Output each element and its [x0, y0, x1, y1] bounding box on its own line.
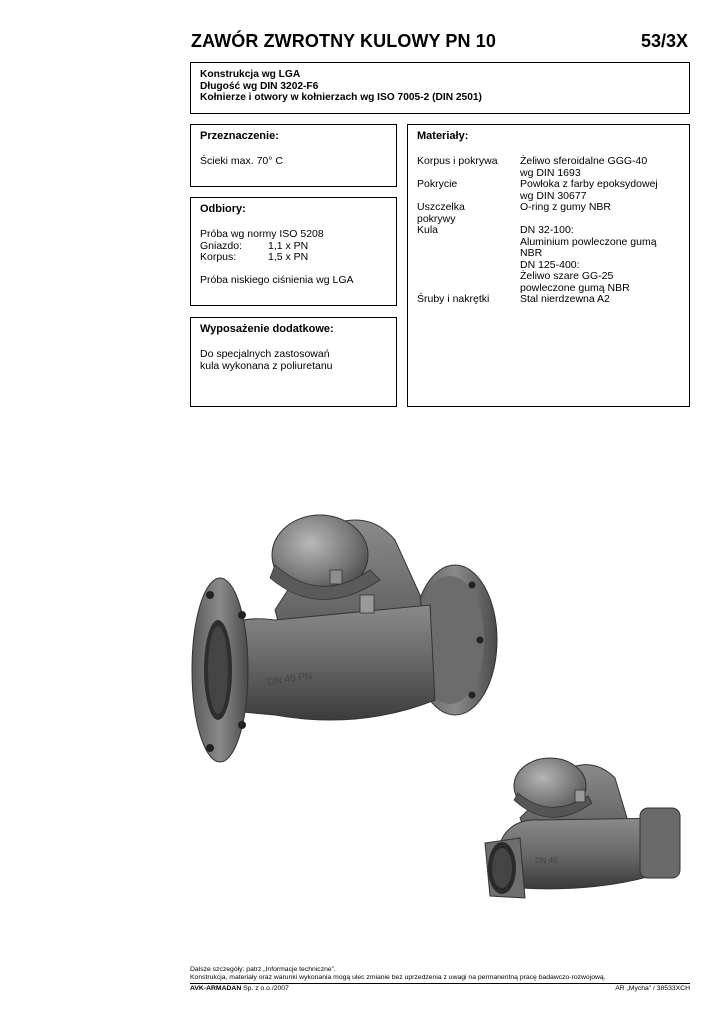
material-value: Aluminium powleczone gumą NBR [520, 235, 657, 259]
threaded-valve-image [480, 748, 695, 908]
spec-line: Konstrukcja wg LGA [200, 69, 301, 80]
flanged-valve-image [180, 500, 510, 800]
specification-box [190, 62, 690, 114]
material-value: powleczone gumą NBR [520, 281, 630, 294]
accessories-line: kula wykonana z poliuretanu [200, 359, 333, 372]
spec-line: Długość wg DIN 3202-F6 [200, 80, 319, 92]
materials-title: Materiały: [417, 130, 469, 142]
body-label: Korpus: [200, 251, 237, 263]
body-marking: DN 40 [535, 856, 558, 865]
purpose-box [190, 124, 397, 187]
acceptance-line: Próba niskiego ciśnienia wg LGA [200, 273, 354, 286]
material-part: Pokrycie [417, 178, 458, 190]
materials-row [417, 202, 680, 225]
materials-box [407, 124, 690, 407]
material-value: DN 125-400: [520, 258, 580, 271]
material-part: Uszczelka [417, 201, 465, 213]
materials-table [417, 156, 680, 306]
acceptance-body [200, 252, 387, 264]
material-value: Żeliwo szare GG-25 [520, 270, 614, 282]
materials-row [417, 294, 680, 306]
acceptance-title: Odbiory: [200, 203, 246, 215]
material-value: Powłoka z farby epoksydowej [520, 178, 658, 190]
seat-value: 1,1 x PN [268, 239, 309, 252]
material-part: pokrywy [417, 212, 456, 225]
material-part: Śruby i nakrętki [417, 293, 490, 305]
spec-line: Kołnierze i otwory w kołnierzach wg ISO 7005-2 (DIN 2501) [200, 92, 482, 103]
materials-row [417, 225, 680, 294]
page-title: ZAWÓR ZWROTNY KULOWY PN 10 [191, 31, 496, 51]
catalog-code: 53/3X [641, 31, 689, 51]
footer-divider [190, 983, 690, 984]
purpose-title: Przeznaczenie: [200, 130, 279, 142]
footer-notes [190, 966, 690, 982]
material-part: Korpus i pokrywa [417, 155, 498, 167]
company-suffix: Sp. z o.o./2007 [241, 985, 289, 992]
footer-reference: AR „Mycha” / 38533XCH [615, 985, 690, 992]
acceptance-box [190, 197, 397, 306]
body-marking: DN 40 PN [266, 670, 313, 688]
material-part: Kula [417, 224, 439, 236]
footer-note: Konstrukcja, materiały oraz warunki wykonania mogą ulec zmianie bez uprzedzenia z uwagi na permanentną pracę badawczo-rozwojową. [190, 974, 606, 981]
material-value: Żeliwo sferoidalne GGG-40 [520, 155, 648, 167]
body-value: 1,5 x PN [268, 251, 309, 263]
material-value: wg DIN 30677 [520, 189, 587, 202]
materials-row [417, 179, 680, 202]
footer-company [190, 985, 289, 992]
acceptance-line: Próba wg normy ISO 5208 [200, 228, 324, 240]
footer-note: Dalsze szczegóły: patrz „Informacje techniczne”. [190, 966, 336, 973]
company-name: AVK-ARMADAN [190, 985, 242, 992]
accessories-line: Do specjalnych zastosowań [200, 348, 330, 360]
purpose-text: Ścieki max. 70° C [200, 155, 283, 167]
accessories-box [190, 317, 397, 407]
material-value: Stal nierdzewna A2 [520, 293, 610, 305]
material-value: DN 32-100: [520, 224, 574, 236]
materials-row [417, 156, 680, 179]
accessories-title: Wyposażenie dodatkowe: [200, 323, 334, 335]
material-value: O-ring z gumy NBR [520, 201, 612, 213]
seat-label: Gniazdo: [200, 239, 243, 252]
material-value: wg DIN 1693 [520, 166, 581, 179]
